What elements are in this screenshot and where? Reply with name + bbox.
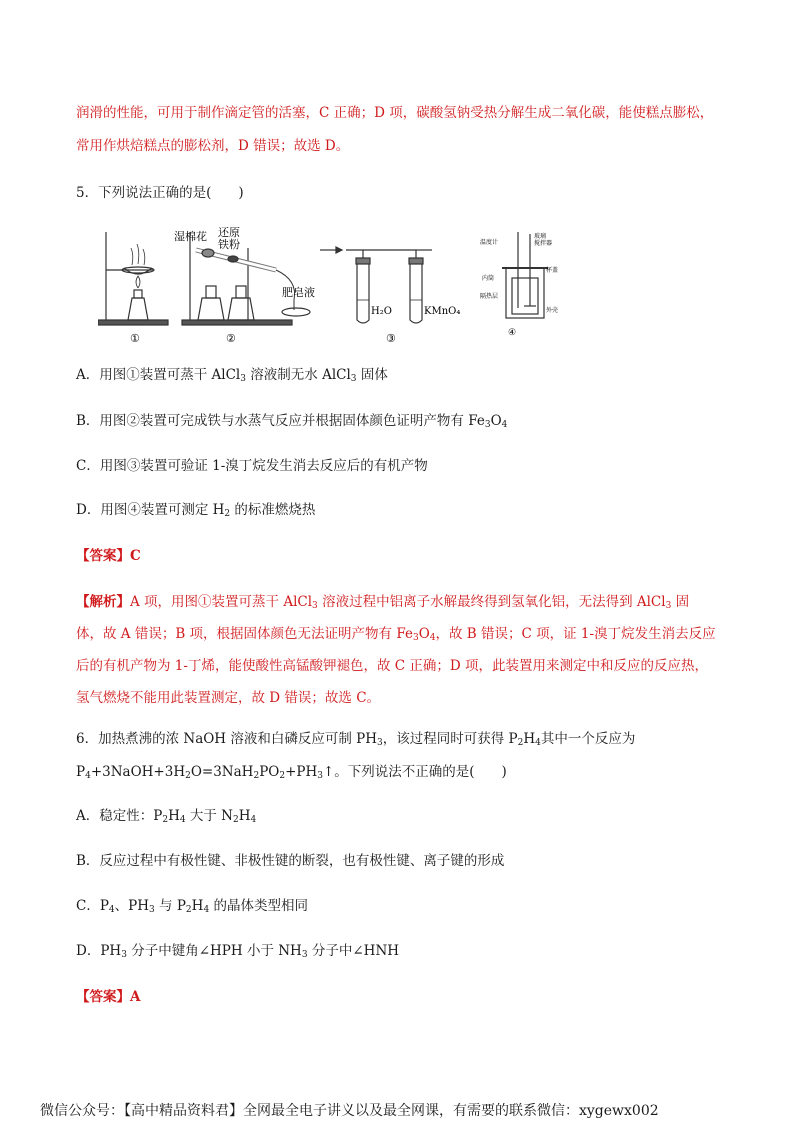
- fig1-label: ①: [130, 332, 140, 345]
- q6-stem-line-1: 6．加热煮沸的浓 NaOH 溶液和白磷反应可制 $PH_3$，该过程同时可获得 $P_2H_4$其中一个反应为: [76, 731, 636, 748]
- q6-stem-line-2: $P_4+3NaOH+3H_2O=3NaH_2PO_2+PH_3↑$。下列说法不正确的是( ): [76, 764, 507, 781]
- q6-answer: 【答案】A: [76, 989, 141, 1005]
- q6-option-a: A．稳定性：$P_2H_4$ 大于 $N_2H_4$: [76, 808, 257, 825]
- apparatus-diagram: [98, 220, 578, 350]
- q5-analysis-line-4: 氢气燃烧不能用此装置测定，故 D 错误；故选 C。: [76, 690, 381, 706]
- q6-option-b: B．反应过程中有极性键、非极性键的断裂，也有极性键、离子键的形成: [76, 853, 505, 869]
- fig4-insulation-label: 隔热层: [480, 293, 499, 300]
- fig2-label: ②: [226, 332, 236, 345]
- fig4-lid-label: 杯盖: [546, 267, 559, 274]
- q5-answer: 【答案】C: [76, 548, 141, 564]
- q5-option-a: A．用图①装置可蒸干 AlCl$_3$ 溶液制无水 AlCl$_3$ 固体: [76, 367, 388, 384]
- fig4-stirrer-label-2: 搅拌器: [534, 240, 553, 247]
- fig2-iron-label-2: 铁粉: [218, 238, 240, 251]
- q5-analysis-line-3: 后的有机产物为 1-丁烯，能使酸性高锰酸钾褪色，故 C 正确；D 项，此装置用来测定中和反应的反应热，: [76, 658, 708, 674]
- fig4-outer-label: 外壳: [546, 307, 559, 314]
- fig4-thermometer-label: 温度计: [480, 239, 499, 246]
- q5-stem: 5．下列说法正确的是( ): [76, 185, 244, 201]
- fig3-label: ③: [386, 332, 396, 345]
- q5-analysis-line-2: 体，故 A 错误；B 项，根据固体颜色无法证明产物有 $Fe_3O_4$，故 B 错误；C 项，证 1-溴丁烷发生消去反应: [76, 626, 716, 643]
- q5-option-d: D．用图④装置可测定 $H_2$ 的标准燃烧热: [76, 502, 316, 519]
- fig4-inner-label: 内筒: [482, 275, 495, 282]
- q5-option-b: B．用图②装置可完成铁与水蒸气反应并根据固体颜色证明产物有 $Fe_3O_4$: [76, 413, 508, 430]
- q5-figures: [98, 220, 578, 350]
- q6-option-c: C．$P_4$、$PH_3$ 与 $P_2H_4$ 的晶体类型相同: [76, 898, 308, 915]
- q5-analysis-line-1: 【解析】A 项，用图①装置可蒸干 AlCl$_3$ 溶液过程中铝离子水解最终得到氢氧化铝，无法得到 AlCl$_3$ 固: [76, 594, 690, 611]
- fig4-stirrer-label-1: 玻璃: [534, 233, 547, 240]
- fig3-water-label: H₂O: [371, 306, 392, 317]
- fig2-iron-label-1: 还原: [218, 226, 240, 239]
- prev-explanation-line-2: 常用作烘焙糕点的膨松剂，D 错误；故选 D。: [76, 138, 350, 154]
- fig2-cotton-label: 湿棉花: [174, 230, 207, 243]
- fig3-kmno4-label: KMnO₄: [424, 306, 461, 317]
- footer-wechat-notice: 微信公众号：【高中精品资料君】全网最全电子讲义以及最全网课，有需要的联系微信：xygewx002: [40, 1103, 659, 1119]
- fig2-soap-label: 肥皂液: [282, 286, 315, 299]
- q5-option-c: C．用图③装置可验证 1-溴丁烷发生消去反应后的有机产物: [76, 458, 428, 474]
- prev-explanation-line-1: 润滑的性能，可用于制作滴定管的活塞，C 正确；D 项，碳酸氢钠受热分解生成二氧化碳，能使糕点膨松，: [76, 105, 714, 121]
- fig4-label: ④: [508, 328, 517, 338]
- q6-option-d: D．$PH_3$ 分子中键角∠HPH 小于 $NH_3$ 分子中∠HNH: [76, 943, 400, 960]
